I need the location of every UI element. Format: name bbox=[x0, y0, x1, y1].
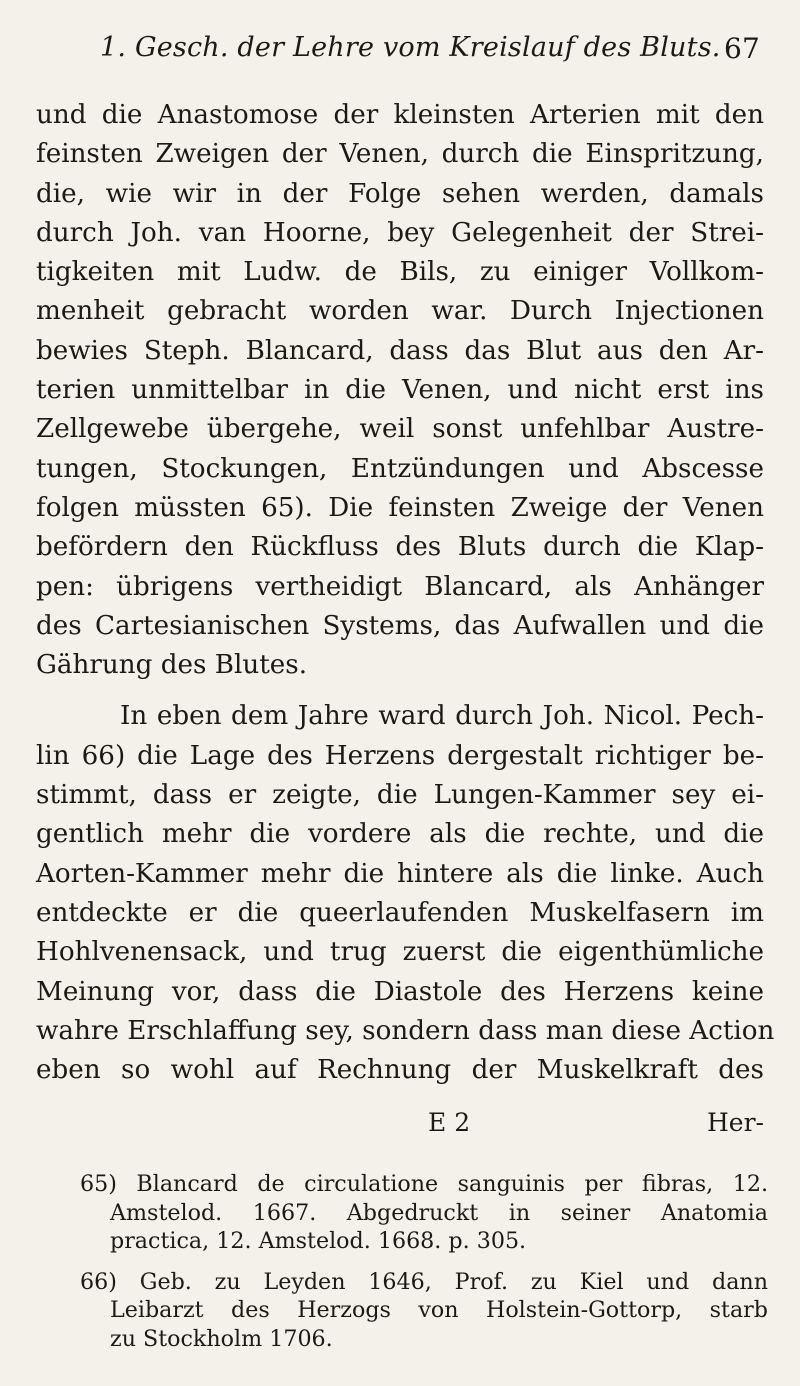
footnote-66 bbox=[80, 1268, 768, 1354]
text-line: pen: übrigens vertheidigt Blancard, als Anhänger bbox=[36, 571, 764, 602]
text-line: entdeckte er die queerlaufenden Muskelfasern im bbox=[36, 897, 764, 928]
text-line: In eben dem Jahre ward durch Joh. Nicol. Pech- bbox=[120, 701, 764, 732]
running-title: 1. Gesch. der Lehre vom Kreislauf des Bluts. bbox=[100, 32, 721, 63]
text-line: lin 66) die Lage des Herzens dergestalt richtiger be- bbox=[36, 740, 764, 771]
text-line: wahre Erschlaffung sey, sondern dass man diese Action bbox=[36, 1015, 775, 1046]
text-line: menheit gebracht worden war. Durch Injectionen bbox=[36, 296, 764, 327]
text-line: die, wie wir in der Folge sehen werden, damals bbox=[36, 178, 764, 209]
text-line: Zellgewebe übergehe, weil sonst unfehlbar Austre- bbox=[36, 414, 764, 445]
page-number: 67 bbox=[723, 32, 760, 65]
text-line: eben so wohl auf Rechnung der Muskelkraft des bbox=[36, 1055, 764, 1086]
text-line: und die Anastomose der kleinsten Arterien mit den bbox=[36, 100, 764, 130]
text-line: des Cartesianischen Systems, das Aufwallen und die bbox=[36, 610, 764, 641]
text-line: gentlich mehr die vordere als die rechte, und die bbox=[36, 819, 764, 850]
main-text bbox=[36, 96, 775, 1090]
signature-line bbox=[36, 1108, 764, 1144]
text-line: Aorten-Kammer mehr die hintere als die linke. Auch bbox=[36, 858, 764, 889]
footnote-line: practica, 12. Amstelod. 1668. p. 305. bbox=[110, 1228, 527, 1254]
catchword: Her- bbox=[707, 1108, 764, 1137]
text-line: terien unmittelbar in die Venen, und nicht erst ins bbox=[36, 375, 764, 406]
text-line: feinsten Zweigen der Venen, durch die Einspritzung, bbox=[36, 139, 764, 170]
text-line: bewies Steph. Blancard, dass das Blut aus den Ar- bbox=[36, 335, 764, 366]
text-line: folgen müssten 65). Die feinsten Zweige der Venen bbox=[36, 492, 764, 523]
text-line: Gährung des Blutes. bbox=[36, 650, 308, 681]
footnotes bbox=[80, 1170, 768, 1365]
text-line: tungen, Stockungen, Entzündungen und Abscesse bbox=[36, 453, 764, 484]
text-line: Meinung vor, dass die Diastole des Herzens keine bbox=[36, 976, 764, 1007]
footnote-line: 65) Blancard de circulatione sanguinis per fibras, 12. bbox=[80, 1171, 768, 1197]
running-head bbox=[100, 32, 760, 63]
text-line: tigkeiten mit Ludw. de Bils, zu einiger Vollkom- bbox=[36, 257, 764, 288]
footnote-line: 66) Geb. zu Leyden 1646, Prof. zu Kiel und dann bbox=[80, 1268, 768, 1295]
signature-mark: E 2 bbox=[428, 1108, 471, 1137]
footnote-line: zu Stockholm 1706. bbox=[110, 1325, 333, 1352]
footnote-65 bbox=[80, 1170, 768, 1256]
footnote-line: Amstelod. 1667. Abgedruckt in seiner Anatomia bbox=[110, 1199, 768, 1226]
footnote-line: Leibarzt des Herzogs von Holstein-Gottorp, starb bbox=[110, 1297, 768, 1323]
text-line: stimmt, dass er zeigte, die Lungen-Kammer sey ei- bbox=[36, 780, 764, 811]
text-line: durch Joh. van Hoorne, bey Gelegenheit der Strei- bbox=[36, 217, 764, 248]
text-line: Hohlvenensack, und trug zuerst die eigenthümliche bbox=[36, 937, 764, 968]
text-line: befördern den Rückfluss des Bluts durch die Klap- bbox=[36, 532, 764, 563]
